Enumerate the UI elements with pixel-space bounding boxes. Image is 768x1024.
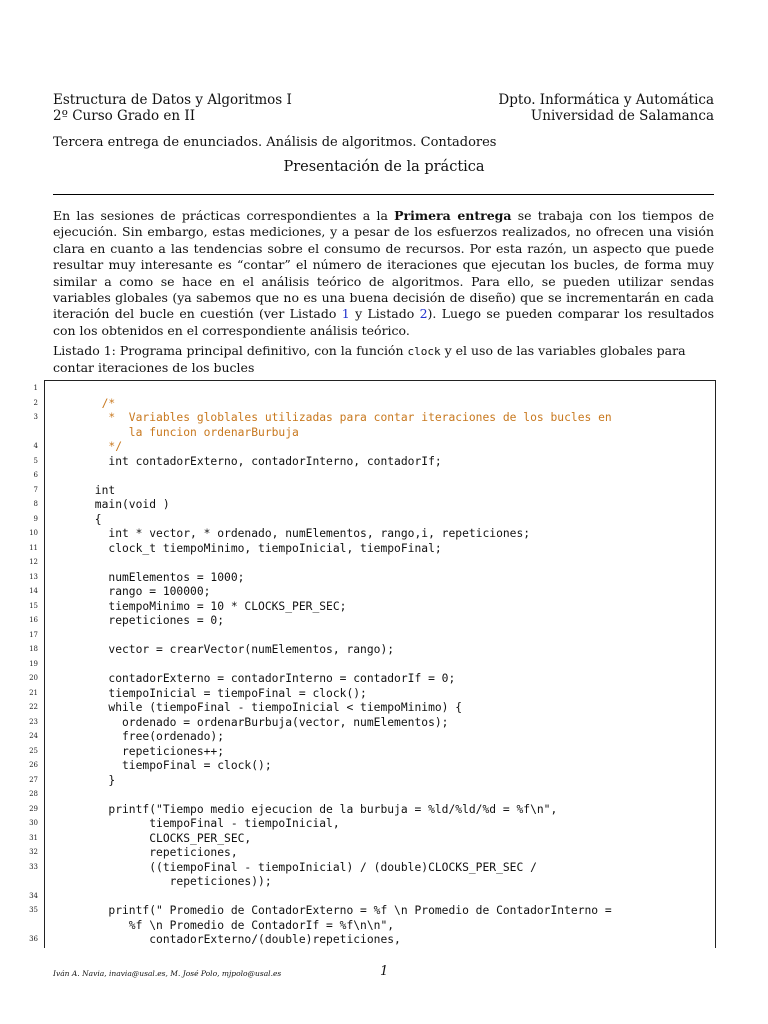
caption-text-1: Listado 1: Programa principal definitivo, con la función — [53, 343, 408, 358]
line-number: 14 — [29, 587, 38, 595]
line-number: 21 — [29, 688, 38, 697]
line-number: 34 — [29, 891, 38, 900]
caption-text-2: y el uso de las variables globales para contar iteraciones de los bucles — [53, 343, 686, 375]
code-line — [0, 861, 768, 874]
code-text: { — [88, 512, 102, 526]
course-name: Estructura de Datos y Algoritmos I — [53, 92, 292, 108]
code-text: /* — [88, 396, 116, 410]
header-left — [53, 92, 292, 124]
code-text: int — [88, 483, 116, 497]
code-line — [0, 832, 768, 845]
code-line — [0, 455, 768, 468]
title-rule — [53, 194, 714, 195]
course-grade: 2º Curso Grado en II — [53, 108, 196, 124]
line-number: 26 — [29, 761, 38, 769]
code-line — [0, 846, 768, 859]
line-number: 11 — [29, 543, 38, 552]
line-number: 7 — [33, 485, 38, 494]
line-number: 20 — [29, 674, 38, 682]
code-text: tiempoMinimo = 10 * CLOCKS_PER_SEC; — [88, 599, 347, 613]
caption-code: clock — [407, 345, 441, 358]
code-line — [0, 498, 768, 511]
line-number: 6 — [33, 471, 38, 479]
code-text: tiempoInicial = tiempoFinal = clock(); — [88, 686, 367, 700]
code-line — [0, 411, 768, 424]
page-number: 1 — [380, 964, 389, 979]
line-number: 36 — [29, 935, 38, 943]
line-number: 2 — [33, 398, 38, 407]
code-text: repeticiones = 0; — [88, 614, 225, 627]
code-text: int * vector, * ordenado, numElementos, rango,i, repeticiones; — [88, 527, 531, 540]
code-text: tiempoFinal - tiempoInicial, — [88, 817, 340, 830]
section-title: Presentación de la práctica — [283, 159, 485, 175]
line-number: 5 — [33, 456, 38, 465]
code-text: contadorExterno = contadorInterno = contadorIf = 0; — [88, 672, 456, 685]
line-number: 23 — [29, 717, 38, 726]
code-line — [0, 629, 768, 642]
code-text: */ — [88, 440, 123, 453]
code-text: * Variables globlales utilizadas para contar iteraciones de los bucles en — [88, 411, 612, 424]
code-text: ordenado = ordenarBurbuja(vector, numElementos); — [88, 715, 449, 729]
document-subtitle: Tercera entrega de enunciados. Análisis de algoritmos. Contadores — [53, 135, 497, 150]
code-text: rango = 100000; — [88, 585, 211, 598]
code-line — [0, 658, 768, 671]
code-line — [0, 484, 768, 497]
code-text: main(void ) — [88, 498, 170, 511]
intro-paragraph — [53, 208, 714, 339]
para-text-4: ). Luego se pueden comparar los resultados con los obtenidos en el correspondiente análisis teórico. — [53, 306, 714, 338]
code-text: printf("Tiempo medio ejecucion de la burbuja = %ld/%ld/%d = %f\n", — [88, 802, 558, 816]
line-number: 4 — [33, 442, 38, 450]
code-line — [0, 745, 768, 758]
para-text-2: se trabaja con los tiempos de ejecución. Sin embargo, estas mediciones, y a pesar de los esfuerzos realizados, no ofrecen una visión clara en cuanto a las tendencias sobre el consumo de recursos. Por esta razón, un aspecto que puede resultar muy interesante es “contar” el número de iteraciones que ejecutan los bucles, de forma muy similar a como se hace en el análisis teórico de algoritmos. Para ello, se pueden utilizar sendas variables globales (ya sabemos que no es una buena decisión de diseño) que se incrementarán en cada iteración del bucle en cuestión (ver Listado — [53, 208, 714, 322]
line-number: 18 — [29, 645, 38, 653]
code-line — [0, 469, 768, 482]
code-line — [0, 585, 768, 598]
code-line — [0, 759, 768, 772]
code-text: ((tiempoFinal - tiempoInicial) / (double)CLOCKS_PER_SEC / — [88, 860, 537, 874]
department-name: Dpto. Informática y Automática — [498, 92, 714, 108]
code-line — [0, 556, 768, 569]
code-line — [0, 933, 768, 946]
line-number: 10 — [29, 529, 38, 537]
code-line — [0, 788, 768, 801]
code-line — [0, 716, 768, 729]
para-text-1: En las sesiones de prácticas correspondientes a la — [53, 208, 395, 223]
line-number: 35 — [29, 906, 38, 914]
code-line — [0, 701, 768, 714]
code-line — [0, 600, 768, 613]
code-text: %f \n Promedio de ContadorIf = %f\n\n", — [88, 918, 395, 932]
code-line — [0, 730, 768, 743]
code-text: vector = crearVector(numElementos, rango); — [88, 643, 395, 656]
footer-authors: Iván A. Navia, inavia@usal.es, M. José Polo, mjpolo@usal.es — [53, 969, 282, 978]
code-line — [0, 643, 768, 656]
line-number: 9 — [33, 514, 38, 523]
code-line — [0, 527, 768, 540]
para-text-3: y Listado — [349, 306, 420, 322]
code-line — [0, 672, 768, 685]
code-text: repeticiones, — [88, 846, 238, 859]
code-line — [0, 890, 768, 903]
code-text: contadorExterno/(double)repeticiones, — [88, 933, 401, 946]
code-line — [0, 904, 768, 917]
para-bold: Primera entrega — [394, 208, 512, 223]
code-line — [0, 426, 768, 439]
line-number: 33 — [29, 862, 38, 871]
line-number: 19 — [29, 659, 38, 668]
header-right — [498, 92, 714, 124]
listing-caption — [53, 343, 714, 376]
code-text: tiempoFinal = clock(); — [88, 759, 272, 772]
line-number: 22 — [29, 703, 38, 711]
code-text: free(ordenado); — [88, 730, 225, 743]
line-number: 25 — [29, 746, 38, 755]
code-line — [0, 817, 768, 830]
code-line — [0, 542, 768, 555]
line-number: 17 — [29, 630, 38, 639]
code-line — [0, 774, 768, 787]
code-line — [0, 875, 768, 888]
code-line — [0, 571, 768, 584]
line-number: 24 — [29, 732, 38, 740]
code-text: int contadorExterno, contadorInterno, contadorIf; — [88, 454, 442, 468]
code-text: CLOCKS_PER_SEC, — [88, 831, 252, 845]
code-line — [0, 382, 768, 395]
line-number: 3 — [33, 413, 38, 421]
code-line — [0, 513, 768, 526]
code-text: repeticiones++; — [88, 744, 225, 758]
line-number: 29 — [29, 804, 38, 813]
line-number: 13 — [29, 572, 38, 581]
code-line — [0, 687, 768, 700]
code-line — [0, 803, 768, 816]
code-text: } — [88, 773, 116, 787]
line-number: 12 — [29, 558, 38, 566]
line-number: 1 — [33, 384, 38, 392]
line-number: 27 — [29, 775, 38, 784]
line-number: 28 — [29, 790, 38, 798]
code-line — [0, 614, 768, 627]
listing-ref-1[interactable]: 1 — [341, 306, 350, 322]
code-text: printf(" Promedio de ContadorExterno = %f \n Promedio de ContadorInterno = — [88, 904, 612, 917]
line-number: 32 — [29, 848, 38, 856]
code-text: repeticiones)); — [88, 875, 272, 888]
listing-ref-2[interactable]: 2 — [419, 306, 428, 322]
code-text: while (tiempoFinal - tiempoInicial < tiempoMinimo) { — [88, 701, 463, 714]
code-text: numElementos = 1000; — [88, 570, 245, 584]
university-name: Universidad de Salamanca — [530, 108, 714, 124]
line-number: 30 — [29, 819, 38, 827]
code-line — [0, 919, 768, 932]
code-line — [0, 440, 768, 453]
code-line — [0, 397, 768, 410]
line-number: 15 — [29, 601, 38, 610]
code-text: clock_t tiempoMinimo, tiempoInicial, tiempoFinal; — [88, 541, 442, 555]
line-number: 31 — [29, 833, 38, 842]
code-text: la funcion ordenarBurbuja — [88, 425, 299, 439]
line-number: 16 — [29, 616, 38, 624]
line-number: 8 — [33, 500, 38, 508]
